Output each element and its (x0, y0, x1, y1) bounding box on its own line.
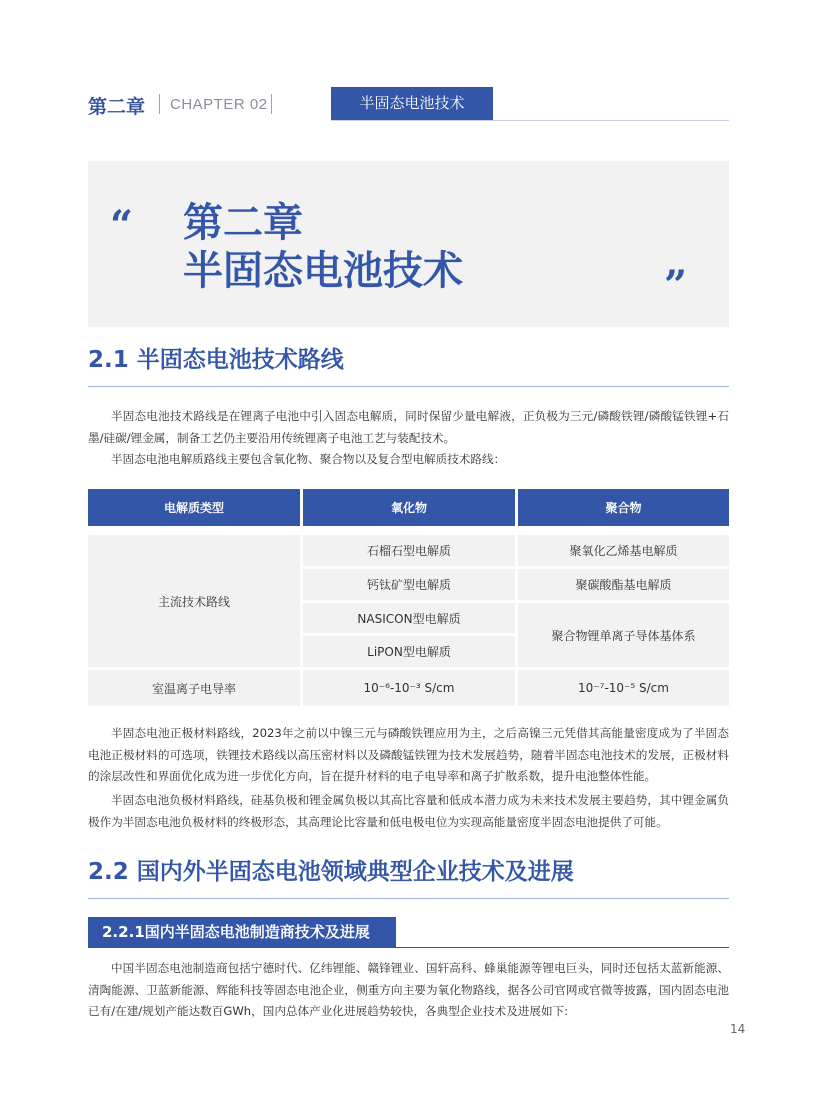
table-header-cell: 氧化物 (303, 489, 515, 526)
section-rule (88, 898, 729, 899)
table-cell: 聚合物锂单离子导体基体系 (518, 603, 729, 667)
table-row-label: 主流技术路线 (88, 535, 300, 667)
chapter-label: 第二章 (88, 96, 146, 118)
section-heading: 2.1 半固态电池技术路线 (88, 347, 344, 373)
paragraph: 半固态电池正极材料路线，2023年之前以中镍三元与磷酸铁锂应用为主，之后高镍三元凭借其高能量密度成为了半固态电池正极材料的可选项，铁锂技术路线以高压密材料以及磷酸锰铁锂为技术发展趋势，随着半固态电池技术的发展，正极材料的涂层改性和界面优化成为进一步优化方向，旨在提升材料的电子电导率和离子扩散系数，提升电池整体性能。 (88, 726, 729, 783)
header-divider (271, 94, 272, 114)
table-header-cell: 聚合物 (518, 489, 729, 526)
table-header-cell: 电解质类型 (88, 489, 300, 526)
table-cell: LiPON型电解质 (303, 636, 515, 667)
banner-title-line2: 半固态电池技术 (183, 248, 463, 294)
table-cell: 10⁻⁶-10⁻³ S/cm (303, 670, 515, 706)
table-cell: NASICON型电解质 (303, 603, 515, 633)
header-topic-tab: 半固态电池技术 (331, 87, 493, 120)
subsection-heading-bar (88, 917, 396, 947)
subsection-rule (88, 947, 729, 948)
section-heading: 2.2 国内外半固态电池领域典型企业技术及进展 (88, 859, 574, 885)
open-quote-icon: “ (110, 202, 134, 249)
paragraph: 半固态电池技术路线是在锂离子电池中引入固态电解质，同时保留少量电解液，正负极为三元/磷酸铁锂/磷酸锰铁锂+石墨/硅碳/锂金属，制备工艺仍主要沿用传统锂离子电池工艺与装配技术。 (88, 409, 729, 445)
table-cell: 聚氧化乙烯基电解质 (518, 535, 729, 566)
table-cell: 聚碳酸酯基电解质 (518, 569, 729, 600)
paragraph: 半固态电池电解质路线主要包含氧化物、聚合物以及复合型电解质技术路线： (111, 452, 506, 466)
paragraph: 中国半固态电池制造商包括宁德时代、亿纬锂能、赣锋锂业、国轩高科、蜂巢能源等锂电巨头，同时还包括太蓝新能源、清陶能源、卫蓝新能源、辉能科技等固态电池企业，侧重方向主要为氧化物路线，据各公司官网或官微等披露，国内固态电池已有/在建/规划产能达数百GWh，国内总体产业化进展趋势较快，各典型企业技术及进展如下: (88, 961, 729, 1018)
close-quote-icon: ” (664, 262, 688, 309)
table-row-label: 室温离子电导率 (88, 670, 300, 706)
header-rule (331, 120, 729, 121)
subsection-heading: 2.2.1国内半固态电池制造商技术及进展 (102, 923, 370, 941)
table-cell: 钙钛矿型电解质 (303, 569, 515, 600)
chapter-label-en: CHAPTER 02 (170, 96, 268, 113)
page-number: 14 (730, 1022, 746, 1036)
banner-title-line1: 第二章 (183, 200, 303, 246)
section-rule (88, 386, 729, 387)
paragraph: 半固态电池负极材料路线，硅基负极和锂金属负极以其高比容量和低成本潜力成为未来技术发展主要趋势，其中锂金属负极作为半固态电池负极材料的终极形态，其高理论比容量和低电极电位为实现高能量密度半固态电池提供了可能。 (88, 793, 729, 829)
header-divider (159, 94, 160, 114)
table-cell: 石榴石型电解质 (303, 535, 515, 566)
table-cell: 10⁻⁷-10⁻⁵ S/cm (518, 670, 729, 706)
